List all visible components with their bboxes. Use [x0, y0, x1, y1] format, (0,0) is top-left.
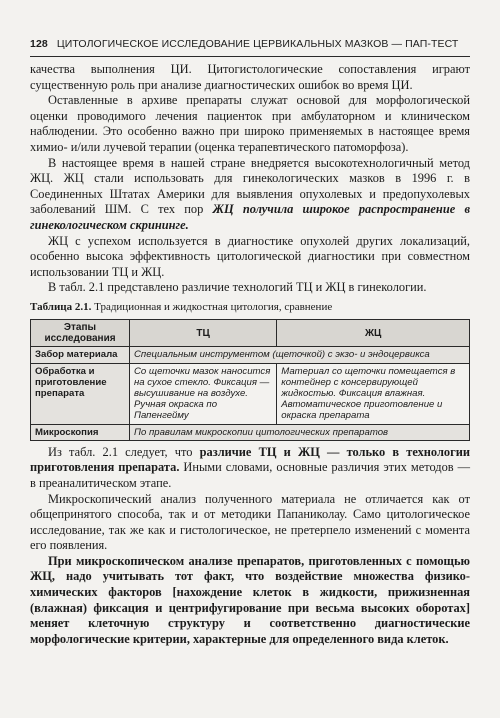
stage-cell: Микроскопия: [31, 424, 130, 440]
tc-cell: Со щеточки мазок наносится на сухое стекло. Фиксация — высушивание на воздухе. Ручная окраска по Папенгейму: [130, 363, 277, 424]
table-caption-label: Таблица 2.1.: [30, 300, 92, 313]
zhc-cell: Материал со щеточки помещается в контейнер с консервирующей жидкостью. Фиксация влажная. Автоматическое приготовление и окраска препарата: [277, 363, 470, 424]
paragraph-3-text: В настоящее время в нашей стране внедряется высокотехнологичный метод ЖЦ. ЖЦ стали использовать для гинекологических мазков в 1996 г. в Соединенных Штатах Америки для выявления опухолевых и предопухолевых заболеваний ШМ. С тех пор: [30, 155, 470, 217]
paragraph-5: В табл. 2.1 представлено различие технологий ТЦ и ЖЦ в гинекологии.: [48, 280, 427, 295]
paragraph-2: Оставленные в архиве препараты служат основой для морфологической оценки проводимого лечения пациенток при амбулаторном и клиническом наблюдении. Это особенно важно при широко применяемых в настоящее время химио- и/или лучевой терапии (оценка терапевтического патоморфоза).: [30, 93, 470, 154]
header-stage: Этапы исследования: [31, 319, 130, 346]
paragraph-7: Микроскопический анализ полученного материала не отличается как от общепринятого способа, так и от методики Папаниколау. Само цитологическое исследование, так же как и гистологическое, не претерпело изменений с момента его появления.: [30, 491, 470, 553]
table-row: [31, 424, 470, 440]
paragraph-6: [30, 445, 470, 492]
paragraph-3: [30, 156, 470, 234]
paragraph-4: ЖЦ с успехом используется в диагностике опухолей других локализаций, особенно высока эффективность цитологической диагностики при совместном использовании ТЦ и ЖЦ.: [30, 233, 470, 279]
table-caption-text: Традиционная и жидкостная цитология, сравнение: [91, 300, 333, 313]
stage-cell: Забор материала: [31, 347, 130, 363]
merged-cell: Специальным инструментом (щеточкой) с экзо- и эндоцервикса: [130, 347, 470, 363]
table-row: [31, 347, 470, 363]
comparison-table: [30, 319, 470, 441]
paragraph-6-text-a: Из табл. 2.1 следует, что: [48, 444, 200, 459]
header-tc: ТЦ: [130, 319, 277, 346]
paragraph-6-text-b: Иными словами, основные различия этих методов — в преаналитическом этапе.: [30, 460, 470, 490]
running-title: ЦИТОЛОГИЧЕСКОЕ ИССЛЕДОВАНИЕ ЦЕРВИКАЛЬНЫХ МАЗКОВ — ПАП-ТЕСТ: [56, 38, 459, 50]
table-row: [31, 363, 470, 424]
table-caption: [30, 300, 470, 314]
paragraph-6-emphasis: различие ТЦ и ЖЦ — только в технологии приготовления препарата.: [30, 444, 470, 475]
paragraph-8: При микроскопическом анализе препаратов, приготовленных с помощью ЖЦ, надо учитывать тот факт, что воздействие множества физико-химических факторов [нахождение клеток в жидкости, прижизненная (влажная) фиксация и центрифугирование при весьма высоких оборотах] меняет клеточную структуру и соответственно диагностические морфологические критерии, характерные для определенного вида клеток.: [30, 553, 470, 646]
stage-cell: Обработка и приготовление препарата: [31, 363, 130, 424]
page-number: 128: [30, 38, 48, 50]
paragraph-3-emphasis: ЖЦ получила широкое распространение в гинекологическом скрининге.: [30, 202, 470, 232]
table-header-row: [31, 319, 470, 346]
merged-cell: По правилам микроскопии цитологических препаратов: [130, 424, 470, 440]
main-text: [30, 62, 470, 647]
running-header: [30, 38, 470, 57]
header-zhc: ЖЦ: [277, 319, 470, 346]
paragraph-1: качества выполнения ЦИ. Цитогистологические сопоставления играют существенную роль при анализе диагностических ошибок во время ЦИ.: [30, 62, 470, 92]
